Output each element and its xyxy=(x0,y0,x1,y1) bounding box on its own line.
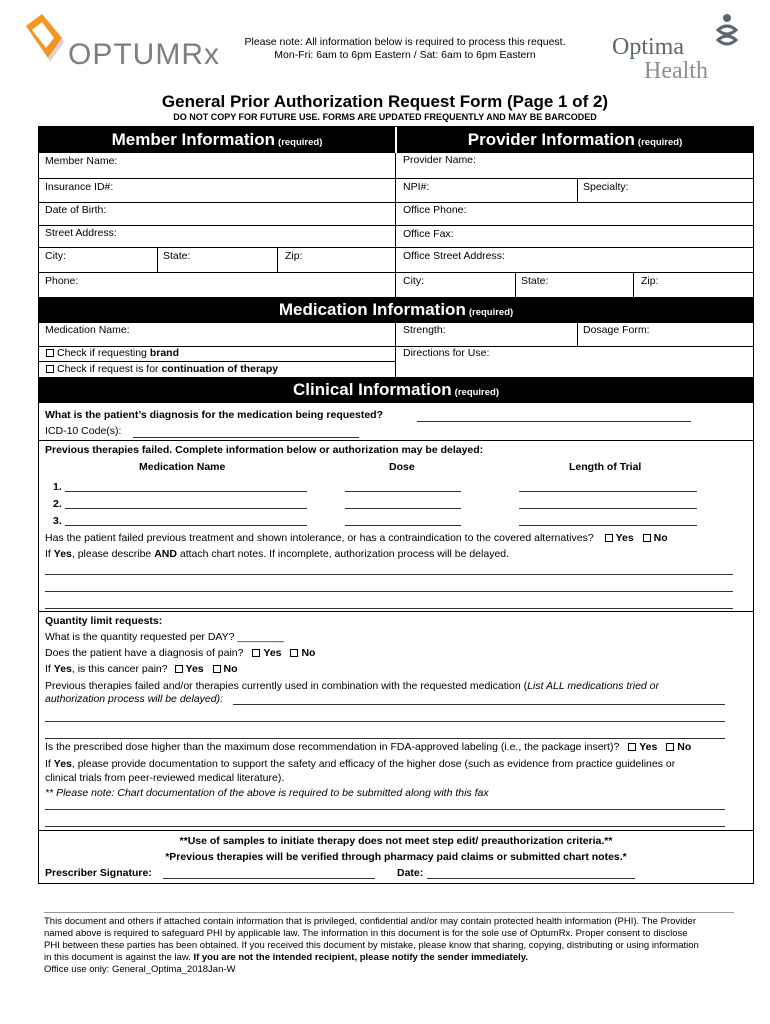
continuation-checkbox-box[interactable] xyxy=(46,365,54,373)
medication-heading: Medication Information xyxy=(278,300,466,319)
footer-line-2: named above is required to safeguard PHI by applicable law. The information in this document is for the sole use of OptumRx. Proper consent to disclose xyxy=(44,928,688,939)
provider-required: (required) xyxy=(637,137,683,148)
date-line[interactable] xyxy=(427,878,635,879)
samples-note: **Use of samples to initiate therapy does not meet step edit/ preauthorization criteria.** xyxy=(179,835,613,847)
trial-row-1-dose[interactable] xyxy=(345,491,461,492)
office-phone-field[interactable]: Office Phone: xyxy=(403,204,467,216)
footer-divider xyxy=(44,912,734,913)
continuation-checkbox[interactable] xyxy=(45,363,278,375)
member-heading: Member Information xyxy=(111,130,276,149)
directions-field[interactable]: Directions for Use: xyxy=(403,347,490,359)
medication-name-field[interactable]: Medication Name: xyxy=(45,324,130,336)
member-zip-field[interactable]: Zip: xyxy=(285,250,303,262)
describe-line-3[interactable] xyxy=(45,608,733,609)
combo-italic-1: List ALL medications tried or xyxy=(527,680,660,692)
brand-bold: brand xyxy=(149,347,179,359)
cancer-no-checkbox[interactable] xyxy=(213,665,221,673)
note-line-1: Please note: All information below is required to process this request. xyxy=(244,36,566,48)
trial-row-2-num: 2. xyxy=(53,498,62,510)
dose-yes-label: Yes xyxy=(639,741,658,753)
dose-no-checkbox[interactable] xyxy=(666,743,674,751)
pain-yes-label: Yes xyxy=(263,647,282,659)
note-line-2: Mon-Fri: 6am to 6pm Eastern / Sat: 6am to 6pm Eastern xyxy=(274,49,536,61)
clinical-band xyxy=(39,377,753,403)
quantity-per-day[interactable]: What is the quantity requested per DAY? ________ xyxy=(45,631,285,643)
optumrx-logo xyxy=(22,12,222,72)
cancer-yes-label: Yes xyxy=(185,663,204,675)
member-phone-field[interactable]: Phone: xyxy=(45,275,79,287)
quantity-heading: Quantity limit requests: xyxy=(45,615,163,627)
member-city-field[interactable]: City: xyxy=(45,250,66,262)
dob-field[interactable]: Date of Birth: xyxy=(45,204,107,216)
cancer-no-label: No xyxy=(223,663,238,675)
intolerance-text: Has the patient failed previous treatment and shown intolerance, or has a contraindication to the covered alternatives? xyxy=(45,532,594,544)
health-wordmark: Health xyxy=(644,58,708,84)
member-street-field[interactable]: Street Address: xyxy=(45,227,117,239)
diagnosis-line[interactable] xyxy=(417,421,691,422)
provider-heading: Provider Information xyxy=(467,130,635,149)
footer-line-4-plain: in this document is against the law. xyxy=(44,952,191,963)
continuation-bold: continuation of therapy xyxy=(161,363,279,375)
intolerance-yes-checkbox[interactable] xyxy=(605,534,613,542)
dose-no-label: No xyxy=(677,741,692,753)
if-yes-yes: Yes xyxy=(53,548,72,560)
provider-zip-field[interactable]: Zip: xyxy=(641,275,659,287)
intolerance-question xyxy=(45,532,668,544)
office-street-field[interactable]: Office Street Address: xyxy=(403,250,505,262)
form-title: General Prior Authorization Request Form (Page 1 of 2) xyxy=(161,92,609,111)
insurance-id-field[interactable]: Insurance ID#: xyxy=(45,181,114,193)
doc-prefix: If xyxy=(45,758,51,770)
combo-line-2[interactable] xyxy=(45,721,725,722)
brand-checkbox-box[interactable] xyxy=(46,349,54,357)
provider-state-field[interactable]: State: xyxy=(521,275,549,287)
combo-line-1[interactable] xyxy=(233,704,725,705)
signature-label: Prescriber Signature: xyxy=(45,867,152,879)
dose-text: Is the prescribed dose higher than the maximum dose recommendation in FDA-approved labeling (i.e., the package insert)? xyxy=(45,741,620,753)
dose-yes-checkbox[interactable] xyxy=(628,743,636,751)
footer-line-4 xyxy=(44,952,744,964)
cancer-text: , is this cancer pain? xyxy=(71,663,168,675)
if-yes-mid: , please describe xyxy=(71,548,152,560)
trial-row-1-length[interactable] xyxy=(519,491,697,492)
icd10-line[interactable] xyxy=(133,437,359,438)
member-required: (required) xyxy=(278,137,323,148)
specialty-field[interactable]: Specialty: xyxy=(583,181,629,193)
trial-row-2-length[interactable] xyxy=(519,508,697,509)
cancer-yes-checkbox[interactable] xyxy=(175,665,183,673)
doc-line-1 xyxy=(45,758,675,770)
optum-mark-icon xyxy=(22,12,66,64)
provider-band xyxy=(397,127,753,153)
clinical-heading: Clinical Information xyxy=(292,380,452,399)
signature-line[interactable] xyxy=(163,878,375,879)
chart-note: ** Please note: Chart documentation of the above is required to be submitted along with this fax xyxy=(45,787,489,799)
optima-wordmark: Optima xyxy=(612,34,684,60)
pain-question xyxy=(45,647,315,659)
optumrx-wordmark: OPTUMRx xyxy=(68,38,220,71)
describe-line-2[interactable] xyxy=(45,591,733,592)
optima-emblem-icon xyxy=(712,12,742,52)
footer-line-3: PHI between these parties has been obtained. If you received this document by mistake, please know that sharing, copying, distributing or using information xyxy=(44,940,699,951)
col-dose: Dose xyxy=(389,461,415,473)
pain-text: Does the patient have a diagnosis of pain? xyxy=(45,647,244,659)
prev-failed-heading: Previous therapies failed. Complete information below or authorization may be delayed: xyxy=(45,444,484,456)
doc-yes-word: Yes xyxy=(53,758,72,770)
trial-row-3-med[interactable] xyxy=(65,525,307,526)
member-state-field[interactable]: State: xyxy=(163,250,191,262)
doc-answer-line-2[interactable] xyxy=(45,826,725,827)
dosage-form-field[interactable]: Dosage Form: xyxy=(583,324,650,336)
provider-name-field[interactable]: Provider Name: xyxy=(403,154,476,166)
footer-line-4-bold: If you are not the intended recipient, please notify the sender immediately. xyxy=(193,952,528,963)
intolerance-no-label: No xyxy=(653,532,668,544)
npi-field[interactable]: NPI#: xyxy=(403,181,430,193)
doc-answer-line-1[interactable] xyxy=(45,809,725,810)
pain-no-checkbox[interactable] xyxy=(290,649,298,657)
medication-required: (required) xyxy=(468,307,514,318)
verified-note: *Previous therapies will be verified through pharmacy paid claims or submitted chart notes.* xyxy=(165,851,627,863)
intolerance-no-checkbox[interactable] xyxy=(643,534,651,542)
doc-line-2: clinical trials from peer-reviewed medical literature). xyxy=(45,772,285,784)
cancer-prefix: If xyxy=(45,663,51,675)
strength-field[interactable]: Strength: xyxy=(403,324,446,336)
footer-line-1: This document and others if attached contain information that is privileged, confidential and/or may contain protected health information (PHI). The Provider xyxy=(44,916,696,927)
trial-row-3-length[interactable] xyxy=(519,525,697,526)
col-medication-name: Medication Name xyxy=(139,461,226,473)
if-yes-prefix: If xyxy=(45,548,51,560)
combo-line-3[interactable] xyxy=(45,738,725,739)
form-body xyxy=(38,126,754,884)
optima-health-logo xyxy=(608,10,758,85)
trial-row-1-num: 1. xyxy=(53,481,62,493)
icd10-label: ICD-10 Code(s): xyxy=(45,425,122,437)
office-fax-field[interactable]: Office Fax: xyxy=(403,228,454,240)
provider-city-field[interactable]: City: xyxy=(403,275,424,287)
brand-checkbox[interactable] xyxy=(45,347,179,359)
if-yes-rest: attach chart notes. If incomplete, authorization process will be delayed. xyxy=(179,548,510,560)
trial-row-3-dose[interactable] xyxy=(345,525,461,526)
office-use-only: Office use only: General_Optima_2018Jan-W xyxy=(44,964,236,975)
describe-line-1[interactable] xyxy=(45,574,733,575)
if-yes-and: AND xyxy=(154,548,177,560)
doc-text-1: , please provide documentation to support the safety and efficacy of the higher dose (such as evidence from practice guidelines or xyxy=(71,758,676,770)
form-subtitle: DO NOT COPY FOR FUTURE USE. FORMS ARE UPDATED FREQUENTLY AND MAY BE BARCODED xyxy=(173,112,597,122)
col-length-of-trial: Length of Trial xyxy=(569,461,642,473)
privacy-footer xyxy=(44,916,744,976)
brand-prefix: Check if requesting xyxy=(57,347,147,359)
pain-no-label: No xyxy=(301,647,316,659)
clinical-required: (required) xyxy=(454,387,500,398)
trial-row-3-num: 3. xyxy=(53,515,62,527)
date-label: Date: xyxy=(397,867,424,879)
cancer-yes-word: Yes xyxy=(53,663,72,675)
combo-therapies xyxy=(45,680,659,692)
trial-row-2-dose[interactable] xyxy=(345,508,461,509)
combo-italic-2: authorization process will be delayed): xyxy=(45,693,224,705)
diagnosis-question: What is the patient’s diagnosis for the medication being requested? xyxy=(45,409,383,421)
header-note xyxy=(200,36,610,62)
cancer-question xyxy=(45,663,238,675)
intolerance-yes-label: Yes xyxy=(615,532,634,544)
member-band xyxy=(39,127,395,153)
if-yes-describe xyxy=(45,548,509,560)
continuation-prefix: Check if request is for xyxy=(57,363,159,375)
trial-row-1-med[interactable] xyxy=(65,491,307,492)
pain-yes-checkbox[interactable] xyxy=(252,649,260,657)
trial-row-2-med[interactable] xyxy=(65,508,307,509)
medication-band xyxy=(39,297,753,323)
dose-question xyxy=(45,741,691,753)
combo-text: Previous therapies failed and/or therapies currently used in combination with the requested medication ( xyxy=(45,680,528,692)
member-name-field[interactable]: Member Name: xyxy=(45,155,118,167)
